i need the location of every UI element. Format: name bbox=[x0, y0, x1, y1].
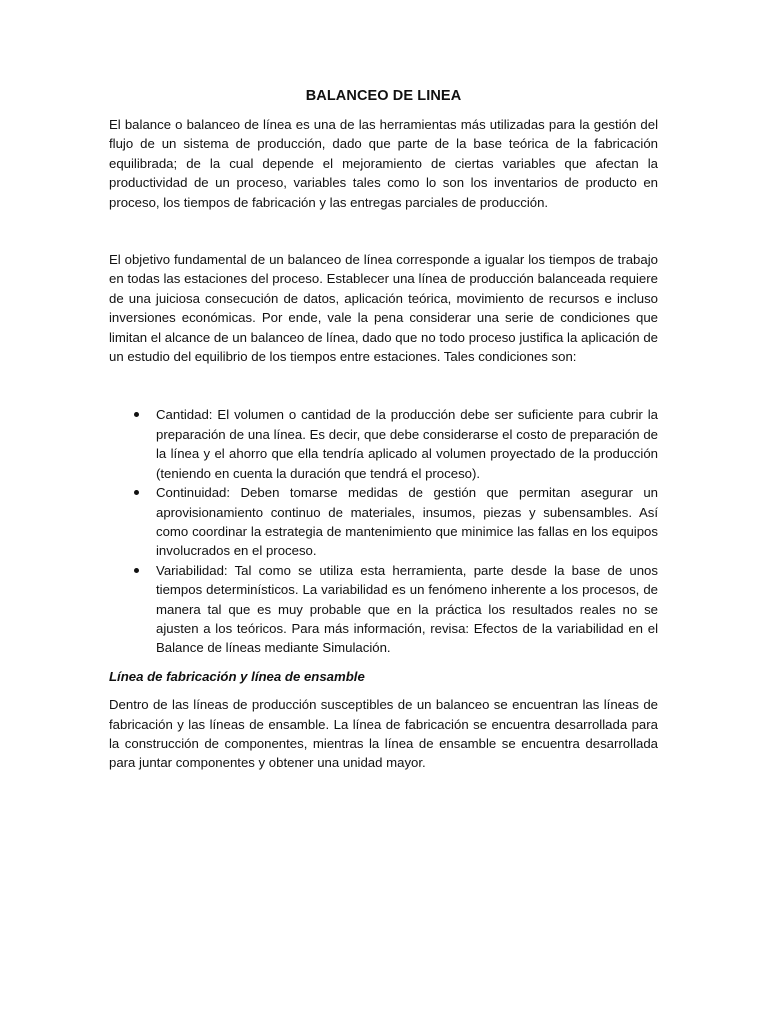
objective-paragraph: El objetivo fundamental de un balanceo de línea corresponde a igualar los tiempos de trabajo en todas las estaciones del proceso. Establecer una línea de producción balanceada requiere de una juiciosa consecución de datos, aplicación teórica, movimiento de recursos e incluso inversiones económicas. Por ende, vale la pena considerar una serie de condiciones que limitan el alcance de un balanceo de línea, dado que no todo proceso justifica la aplicación de un estudio del equilibrio de los tiempos entre estaciones. Tales condiciones son: bbox=[109, 252, 658, 365]
list-item-text: Cantidad: El volumen o cantidad de la producción debe ser suficiente para cubrir la preparación de una línea. Es decir, que debe considerarse el costo de preparación de la línea y el ahorro que ella tendría aplicado al volumen proyectado de la producción (teniendo en cuenta la duración que tendrá el proceso). bbox=[156, 407, 658, 481]
list-item-continuidad bbox=[109, 483, 658, 561]
bullet-icon bbox=[134, 568, 139, 573]
list-item-cantidad bbox=[109, 405, 658, 483]
list-item-variabilidad bbox=[109, 561, 658, 658]
paragraph-spacer bbox=[109, 366, 658, 405]
intro-paragraph: El balance o balanceo de línea es una de las herramientas más utilizadas para la gestión del flujo de un sistema de producción, dado que parte de la base teórica de la fabricación equilibrada; de la cual depende el mejoramiento de ciertas variables que afectan la productividad de un proceso, variables tales como lo son los inventarios de producto en proceso, los tiempos de fabricación y las entregas parciales de producción. bbox=[109, 117, 658, 210]
bullet-icon bbox=[134, 412, 139, 417]
lines-paragraph: Dentro de las líneas de producción susceptibles de un balanceo se encuentran las líneas de fabricación y las líneas de ensamble. La línea de fabricación se encuentra desarrollada para la construcción de componentes, mientras la línea de ensamble se encuentra desarrollada para juntar componentes y obtener una unidad mayor. bbox=[109, 697, 658, 771]
section-subheading: Línea de fabricación y línea de ensamble bbox=[109, 668, 365, 684]
paragraph-spacer bbox=[109, 212, 658, 250]
list-item-text: Continuidad: Deben tomarse medidas de gestión que permitan asegurar un aprovisionamiento continuo de materiales, insumos, piezas y subensambles. Así como coordinar la estrategia de mantenimiento que minimice las fallas en los equipos involucrados en el proceso. bbox=[156, 485, 658, 559]
document-content bbox=[109, 86, 658, 773]
bullet-icon bbox=[134, 490, 139, 495]
document-title: BALANCEO DE LINEA bbox=[305, 88, 462, 104]
conditions-list bbox=[109, 405, 658, 657]
list-item-text: Variabilidad: Tal como se utiliza esta herramienta, parte desde la base de unos tiempos determinísticos. La variabilidad es un fenómeno inherente a los procesos, de manera tal que es muy probable que en la práctica los resultados reales no se ajusten a los teóricos. Para más información, revisa: Efectos de la variabilidad en el Balance de líneas mediante Simulación. bbox=[156, 562, 658, 656]
